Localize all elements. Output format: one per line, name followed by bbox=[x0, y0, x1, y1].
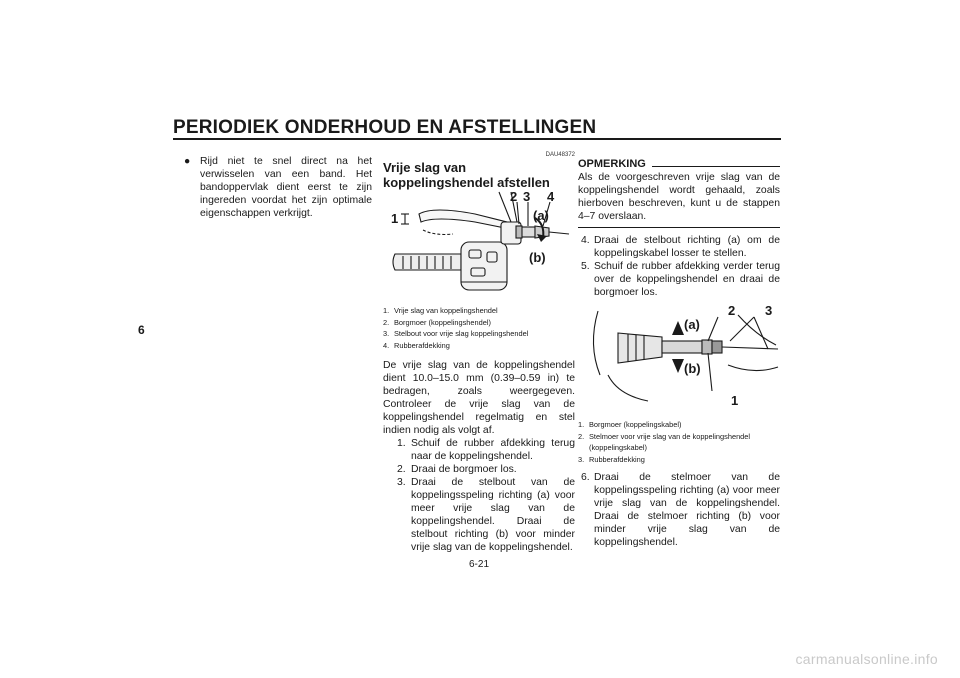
caption-item: 4. Rubberafdekking bbox=[383, 340, 450, 350]
page-header-title: PERIODIEK ONDERHOUD EN AFSTELLINGEN bbox=[173, 117, 597, 138]
header-rule bbox=[173, 138, 781, 140]
figure2-label-3: 3 bbox=[765, 305, 773, 318]
figure-clutch-lever bbox=[383, 190, 575, 305]
cable bbox=[722, 347, 778, 349]
caption-item: 2. Stelmoer voor vrije slag van de koppelingshendel (koppelingskabel) bbox=[578, 431, 751, 452]
caption-item: 2. Borgmoer (koppelingshendel) bbox=[383, 317, 491, 327]
adjuster-bolt bbox=[521, 227, 535, 237]
note-end-rule bbox=[578, 227, 780, 228]
note-text: Als de voorgeschreven vrije slag van de koppelingshendel wordt gehaald, zoals hierboven beschreven, kunt u de stappen 4–7 overslaan. bbox=[578, 172, 780, 222]
adjusting-nut bbox=[662, 341, 702, 353]
steps-list bbox=[578, 234, 780, 299]
note-title: OPMERKING bbox=[578, 158, 646, 170]
step-item: 4. Draai de stelbout richting (a) om de koppelingskabel losser te stellen. bbox=[581, 235, 780, 259]
column-right bbox=[578, 158, 780, 549]
figure1-label-2: 2 bbox=[510, 190, 518, 204]
clutch-cable bbox=[549, 232, 569, 234]
step-item: 2. Draai de borgmoer los. bbox=[397, 464, 517, 475]
watermark: carmanualsonline.info bbox=[795, 651, 938, 667]
figure1-label-4: 4 bbox=[547, 190, 555, 204]
figure1-label-b: (b) bbox=[529, 250, 546, 265]
document-code: DAU48372 bbox=[545, 152, 575, 158]
figure2-label-2: 2 bbox=[728, 305, 736, 318]
column-middle bbox=[383, 152, 575, 554]
figure-clutch-cable bbox=[578, 305, 780, 417]
arrow-a-icon bbox=[672, 321, 684, 335]
step-item: 3. Draai de stelbout van de koppelingsspeling richting (a) voor meer vrije slag van de koppelingshendel. Draai de stelbout richting (b) voor minder vrije slag van de koppelingshendel. bbox=[397, 477, 575, 553]
cable-locknut bbox=[702, 340, 712, 354]
figure1-label-1: 1 bbox=[391, 211, 399, 226]
figure2-label-1: 1 bbox=[731, 393, 739, 408]
steps-list bbox=[383, 437, 575, 554]
body-paragraph: De vrije slag van de koppelingshendel dient 10.0–15.0 mm (0.39–0.59 in) te bedragen, zoals weergegeven. Controleer de vrije slag van de koppelingshendel regelmatig en stel indien nodig als volgt af. bbox=[383, 360, 575, 436]
figure2-label-b: (b) bbox=[684, 361, 701, 376]
locknut bbox=[516, 226, 522, 238]
step-item: 1. Schuif de rubber afdekking terug naar de koppelingshendel. bbox=[397, 438, 575, 462]
page-number: 6-21 bbox=[469, 559, 490, 570]
rubber-boot bbox=[618, 333, 662, 363]
bullet-dot-icon: ● bbox=[184, 156, 191, 167]
caption-item: 1. Vrije slag van koppelingshendel bbox=[383, 306, 498, 315]
figure2-captions bbox=[578, 419, 780, 465]
warning-bullet bbox=[184, 155, 372, 220]
figure2-label-a: (a) bbox=[684, 317, 700, 332]
caption-item: 3. Rubberafdekking bbox=[578, 454, 645, 464]
section-title: Vrije slag van koppelingshendel afstellen bbox=[383, 160, 550, 190]
caption-item: 1. Borgmoer (koppelingskabel) bbox=[578, 420, 682, 429]
bullet-text: Rijd niet te snel direct na het verwisselen van een band. Het bandoppervlak dient eerst te zijn ingereden voordat het zijn optimale eigenschappen verkrijgt. bbox=[200, 156, 372, 219]
note-rule bbox=[652, 166, 780, 167]
caption-item: 3. Stelbout voor vrije slag koppelingshendel bbox=[383, 329, 529, 338]
chapter-tab: 6 bbox=[138, 323, 145, 337]
figure1-label-3: 3 bbox=[523, 190, 531, 204]
figure1-captions bbox=[383, 305, 575, 351]
switch-housing bbox=[461, 242, 507, 290]
step-item: 5. Schuif de rubber afdekking verder terug over de koppelingshendel en draai de borgmoer los. bbox=[581, 261, 780, 298]
steps-list bbox=[578, 471, 780, 549]
figure1-label-a: (a) bbox=[533, 208, 549, 223]
arrow-b-icon bbox=[672, 359, 684, 373]
note-header bbox=[578, 158, 780, 171]
column-left bbox=[184, 155, 372, 220]
step-item: 6. Draai de stelmoer van de koppelingsspeling richting (a) voor meer vrije slag van de koppelingshendel. Draai de stelmoer richting (b) voor minder vrije slag van de koppelingshendel. bbox=[581, 472, 780, 548]
